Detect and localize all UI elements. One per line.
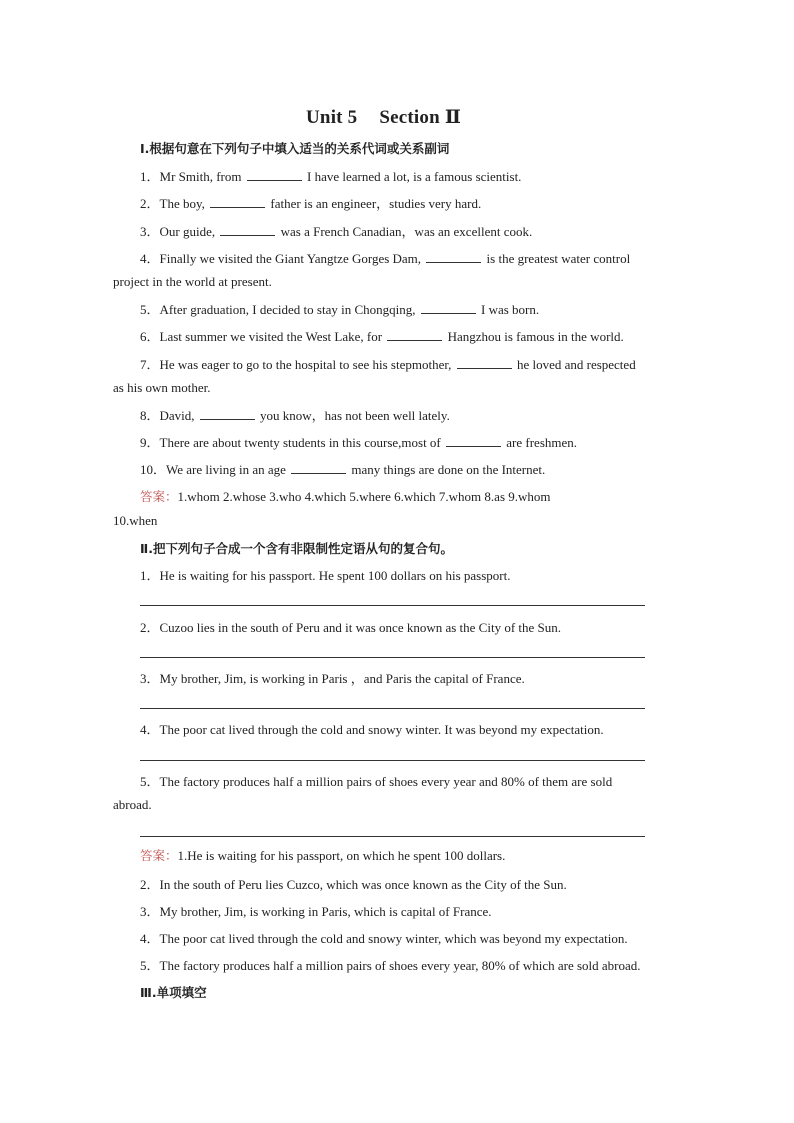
part2-item-3: 3．My brother, Jim, is working in Paris ，and Paris the capital of France.: [140, 671, 525, 686]
part2-answer-5: 5．The factory produces half a million pairs of shoes every year, 80% of which are sold abroad.: [140, 958, 641, 973]
answer-line[interactable]: [140, 760, 645, 761]
answer-line[interactable]: [140, 836, 645, 837]
answer-blank[interactable]: [200, 407, 255, 420]
answer-blank[interactable]: [247, 168, 302, 181]
part2-item-5: 5．The factory produces half a million pairs of shoes every year and 80% of them are sold: [140, 774, 613, 789]
part2-answer-1: 答案：1.He is waiting for his passport, on which he spent 100 dollars.: [140, 848, 506, 863]
part1-item-9: 9．There are about twenty students in this course,most of are freshmen.: [140, 435, 578, 450]
part1-item-10: 10．We are living in an age many things are done on the Internet.: [140, 462, 546, 477]
part1-answers: 答案：1.whom 2.whose 3.who 4.which 5.where 6.which 7.whom 8.as 9.whom: [140, 489, 551, 504]
answer-line[interactable]: [140, 657, 645, 658]
part1-heading: Ⅰ.根据句意在下列句子中填入适当的关系代词或关系副词: [140, 141, 450, 156]
part1-item-6: 6．Last summer we visited the West Lake, for Hangzhou is famous in the world.: [140, 329, 624, 344]
answer-line[interactable]: [140, 605, 645, 606]
page-title: Unit 5 Section Ⅱ: [306, 107, 462, 128]
answer-blank[interactable]: [457, 356, 512, 369]
answer-blank[interactable]: [421, 301, 476, 314]
part1-item-3: 3．Our guide, was a French Canadian，was an excellent cook.: [140, 224, 533, 239]
part2-item-5-cont: abroad.: [113, 797, 152, 812]
part2-item-2: 2．Cuzoo lies in the south of Peru and it was once known as the City of the Sun.: [140, 620, 562, 635]
answer-label: 答案：: [140, 489, 178, 504]
part1-item-4: 4．Finally we visited the Giant Yangtze Gorges Dam, is the greatest water control: [140, 251, 631, 266]
part1-item-1: 1．Mr Smith, from I have learned a lot, is a famous scientist.: [140, 169, 522, 184]
part1-item-5: 5．After graduation, I decided to stay in Chongqing, I was born.: [140, 302, 540, 317]
answer-blank[interactable]: [291, 461, 346, 474]
answer-blank[interactable]: [426, 250, 481, 263]
part1-item-7-cont: as his own mother.: [113, 380, 211, 395]
answer-line[interactable]: [140, 708, 645, 709]
part1-item-8: 8．David, you know，has not been well lately.: [140, 408, 450, 423]
part1-item-2: 2．The boy, father is an engineer，studies very hard.: [140, 196, 482, 211]
answer-blank[interactable]: [387, 328, 442, 341]
part1-item-7: 7．He was eager to go to the hospital to see his stepmother, he loved and respected: [140, 357, 636, 372]
part2-answer-3: 3．My brother, Jim, is working in Paris, which is capital of France.: [140, 904, 492, 919]
part2-answer-2: 2．In the south of Peru lies Cuzco, which was once known as the City of the Sun.: [140, 877, 567, 892]
part2-item-1: 1．He is waiting for his passport. He spent 100 dollars on his passport.: [140, 568, 511, 583]
answer-blank[interactable]: [220, 223, 275, 236]
part1-answers-cont: 10.when: [113, 513, 158, 528]
answer-blank[interactable]: [446, 434, 501, 447]
part2-item-4: 4．The poor cat lived through the cold and snowy winter. It was beyond my expectation.: [140, 722, 604, 737]
part1-item-4-cont: project in the world at present.: [113, 274, 272, 289]
part2-heading: Ⅱ.把下列句子合成一个含有非限制性定语从句的复合句。: [140, 541, 453, 556]
part3-heading: Ⅲ.单项填空: [140, 985, 207, 1000]
answer-blank[interactable]: [210, 195, 265, 208]
part2-answer-4: 4．The poor cat lived through the cold and snowy winter, which was beyond my expectation.: [140, 931, 628, 946]
answer-label: 答案：: [140, 848, 178, 863]
